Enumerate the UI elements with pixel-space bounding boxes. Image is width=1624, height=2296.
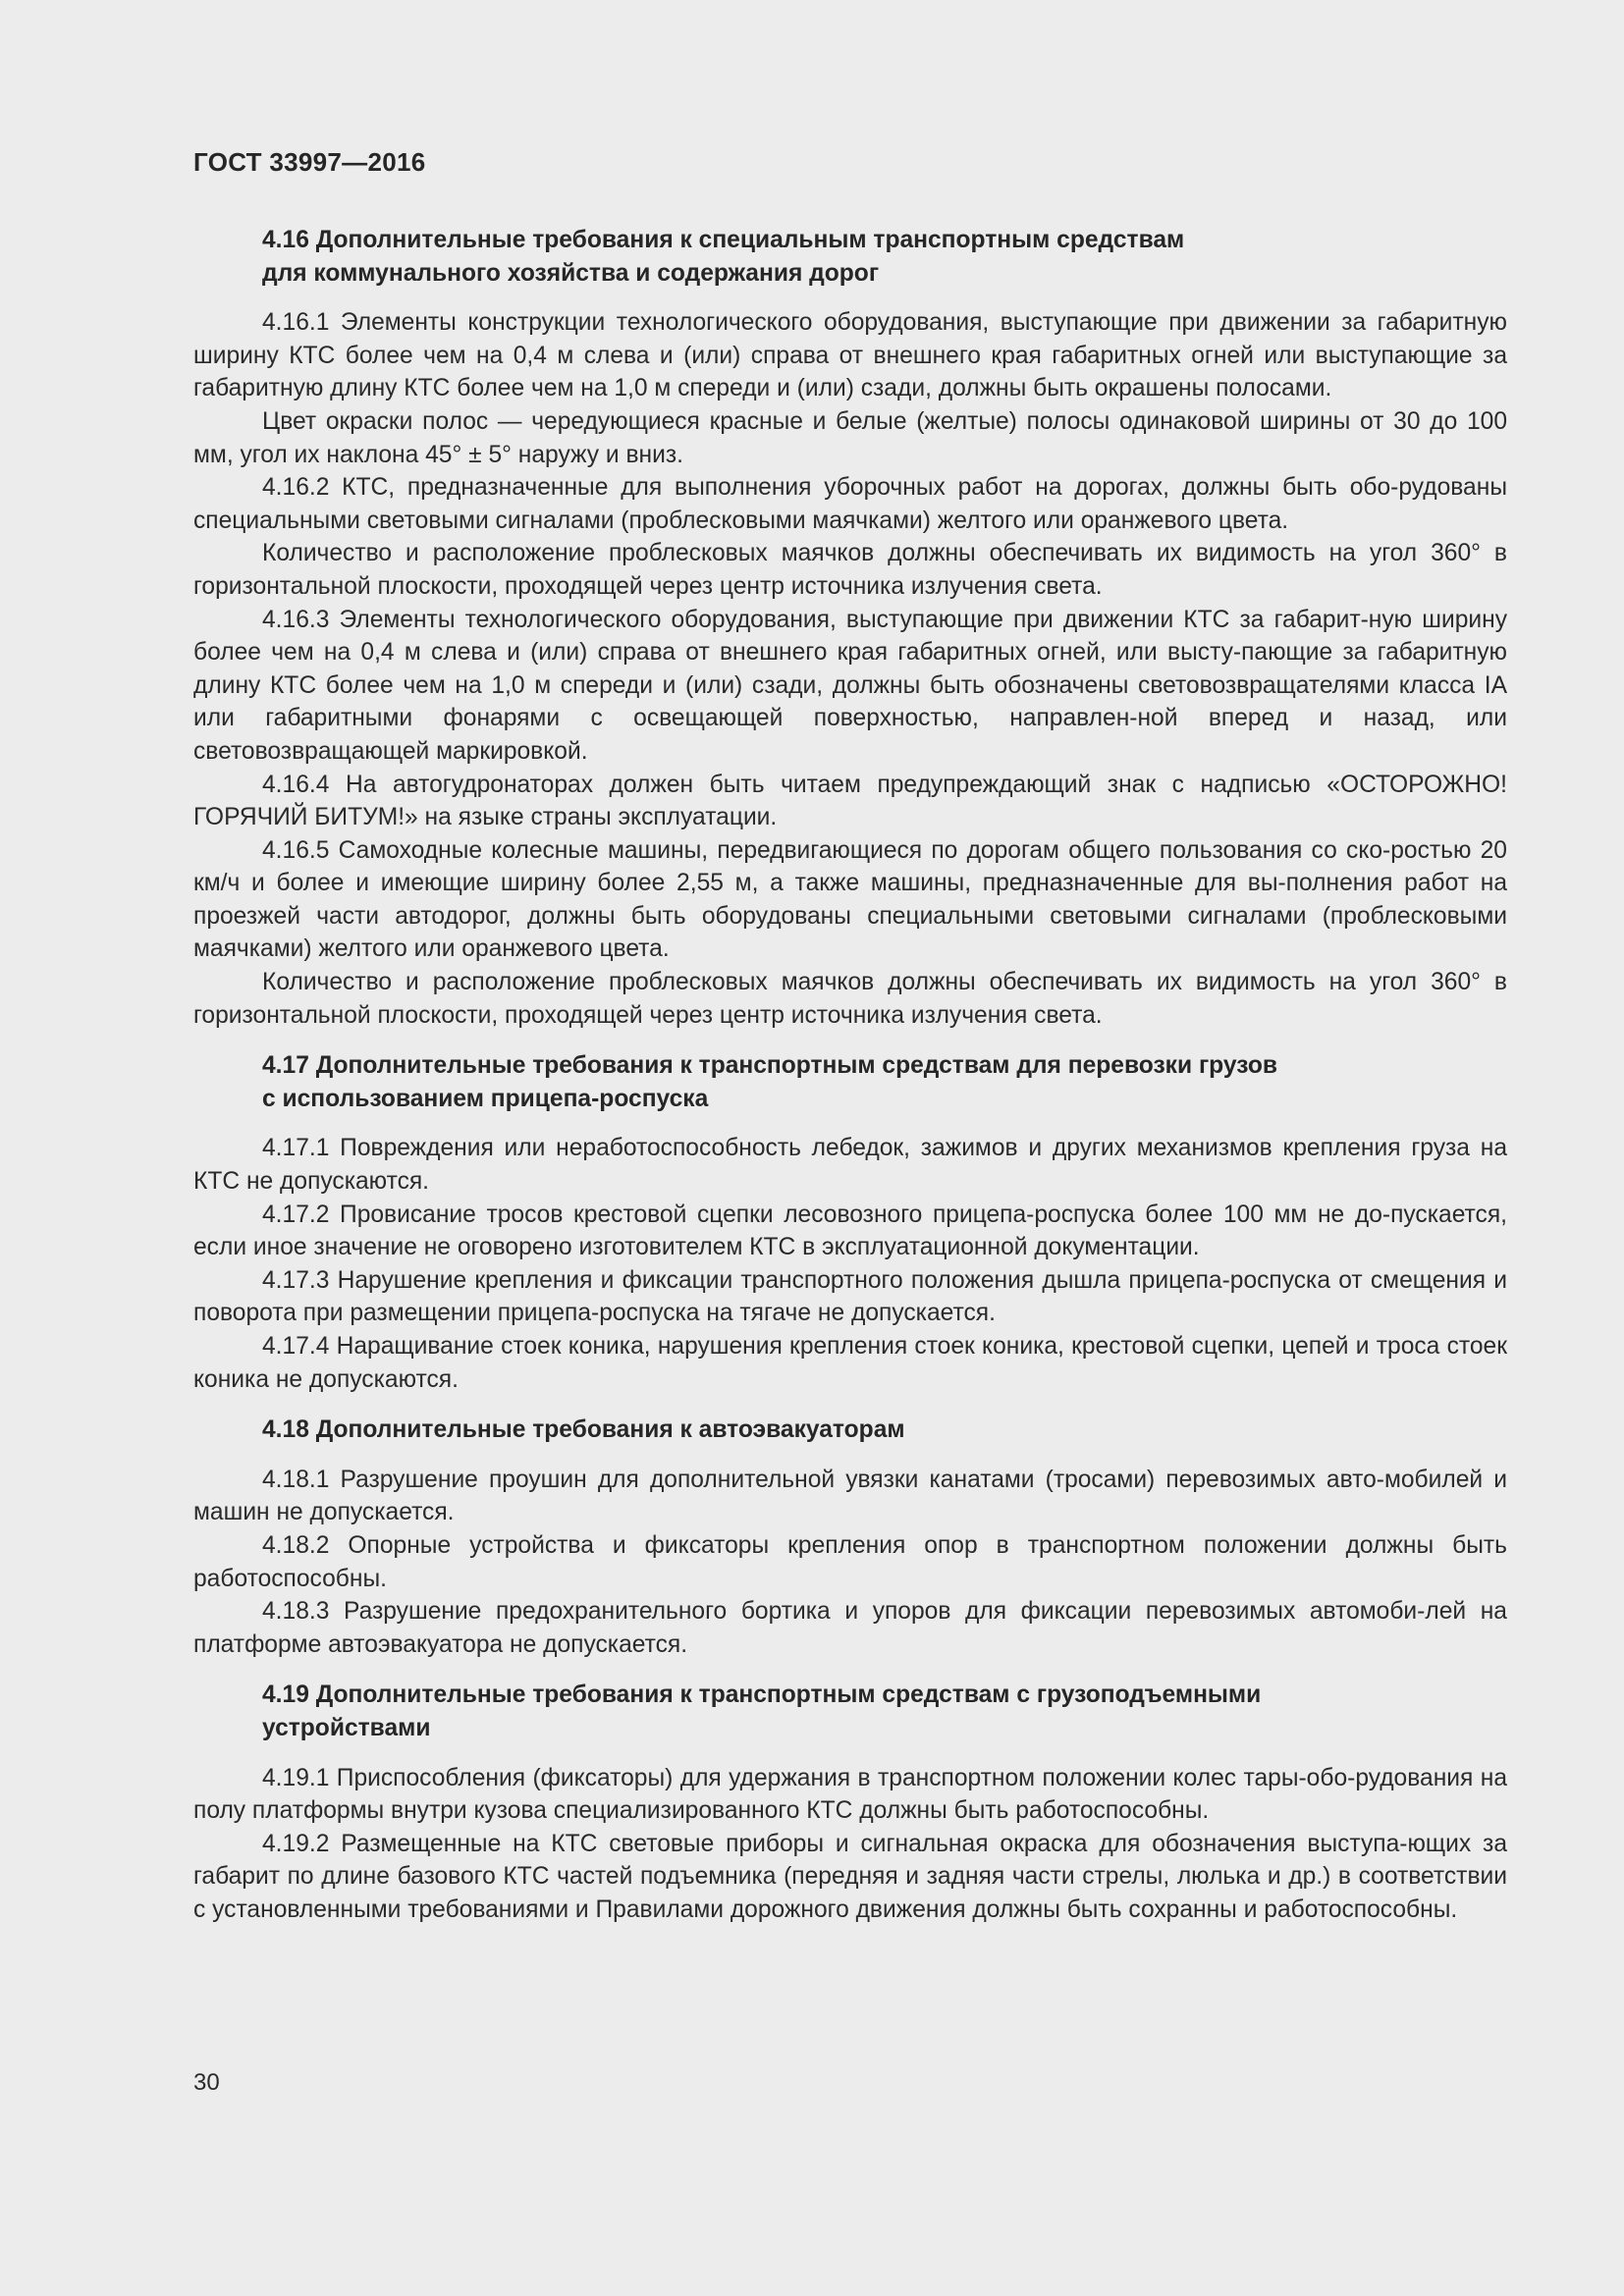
paragraph-4-18-1: 4.18.1 Разрушение проушин для дополнительной увязки канатами (тросами) перевозимых авто-мобилей и машин не допускается. [193, 1466, 1507, 1526]
paragraph-4-17-3: 4.17.3 Нарушение крепления и фиксации транспортного положения дышла прицепа-роспуска от смещения и поворота при размещении прицепа-роспуска на тягаче не допускается. [193, 1266, 1507, 1327]
paragraph-4-16-1-color: Цвет окраски полос — чередующиеся красные и белые (желтые) полосы одинаковой ширины от 30 до 100 мм, угол их наклона 45° ± 5° наружу и вниз. [193, 407, 1507, 468]
paragraph-4-19-1: 4.19.1 Приспособления (фиксаторы) для удержания в транспортном положении колес тары-обо-рудования на полу платформы внутри кузова специализированного КТС должны быть работоспособны. [193, 1764, 1507, 1825]
paragraph-4-16-5-beacons: Количество и расположение проблесковых маячков должны обеспечивать их видимость на угол 360° в горизонтальной плоскости, проходящей через центр источника излучения света. [193, 969, 1507, 1029]
section-heading-4-17 [193, 1049, 1507, 1115]
document-body [193, 224, 1507, 1927]
paragraph-4-16-4: 4.16.4 На автогудронаторах должен быть читаем предупреждающий знак с надписью «ОСТОРОЖНО! ГОРЯЧИЙ БИТУМ!» на языке страны эксплуатации. [193, 771, 1507, 831]
page-number: 30 [193, 2069, 220, 2096]
paragraph-4-17-2: 4.17.2 Провисание тросов крестовой сцепки лесовозного прицепа-роспуска более 100 мм не до-пускается, если иное значение не оговорено изготовителем КТС в эксплуатационной документации. [193, 1201, 1507, 1261]
paragraph-4-19-2: 4.19.2 Размещенные на КТС световые приборы и сигнальная окраска для обозначения выступа-ющих за габарит по длине базового КТС частей подъемника (передняя и задняя части стрелы, люлька и др.) в соответствии с установленными требованиями и Правилами дорожного движения должны быть сохранны и работоспособны. [193, 1830, 1507, 1923]
paragraph-4-16-1: 4.16.1 Элементы конструкции технологического оборудования, выступающие при движении за габаритную ширину КТС более чем на 0,4 м слева и (или) справа от внешнего края габаритных огней или выступающие за габаритную длину КТС более чем на 1,0 м спереди и (или) сзади, должны быть окрашены полосами. [193, 309, 1507, 402]
section-heading-line: для коммунального хозяйства и содержания дорог [262, 259, 880, 287]
section-heading-line: устройствами [262, 1714, 431, 1741]
paragraph-4-18-2: 4.18.2 Опорные устройства и фиксаторы крепления опор в транспортном положении должны быть работоспособны. [193, 1531, 1507, 1592]
paragraph-4-17-1: 4.17.1 Повреждения или неработоспособность лебедок, зажимов и других механизмов крепления груза на КТС не допускаются. [193, 1135, 1507, 1196]
section-heading-4-18 [193, 1414, 1507, 1447]
section-heading-4-16 [193, 224, 1507, 290]
paragraph-4-16-3: 4.16.3 Элементы технологического оборудования, выступающие при движении КТС за габарит-ную ширину более чем на 0,4 м слева и (или) справа от внешнего края габаритных огней, или высту-пающие за габаритную длину КТС более чем на 1,0 м спереди и (или) сзади, должны быть обозначены световозвращателями класса IA или габаритными фонарями с освещающей поверхностью, направлен-ной вперед и назад, или световозвращающей маркировкой. [193, 606, 1507, 765]
section-heading-line: 4.16 Дополнительные требования к специальным транспортным средствам [262, 227, 1185, 253]
paragraph-4-16-2: 4.16.2 КТС, предназначенные для выполнения уборочных работ на дорогах, должны быть обо-рудованы специальными световыми сигналами (проблесковыми маячками) желтого или оранжевого цвета. [193, 474, 1507, 534]
paragraph-4-16-5: 4.16.5 Самоходные колесные машины, передвигающиеся по дорогам общего пользования со ско-ростью 20 км/ч и более и имеющие ширину более 2,55 м, а также машины, предназначенные для вы-полнения работ на проезжей части автодорог, должны быть оборудованы специальными световыми сигналами (проблесковыми маячками) желтого или оранжевого цвета. [193, 836, 1507, 963]
document-id-header: ГОСТ 33997—2016 [193, 147, 426, 177]
section-heading-line: с использованием прицепа-роспуска [262, 1085, 709, 1112]
section-heading-line: 4.18 Дополнительные требования к автоэвакуаторам [262, 1416, 905, 1444]
paragraph-4-18-3: 4.18.3 Разрушение предохранительного бортика и упоров для фиксации перевозимых автомоби-лей на платформе автоэвакуатора не допускается. [193, 1598, 1507, 1658]
section-heading-4-19 [193, 1679, 1507, 1744]
section-heading-line: 4.17 Дополнительные требования к транспортным средствам для перевозки грузов [262, 1052, 1277, 1080]
section-heading-line: 4.19 Дополнительные требования к транспортным средствам с грузоподъемными [262, 1682, 1262, 1709]
paragraph-4-17-4: 4.17.4 Наращивание стоек коника, нарушения крепления стоек коника, крестовой сцепки, цепей и троса стоек коника не допускаются. [193, 1333, 1507, 1393]
paragraph-4-16-2-beacons: Количество и расположение проблесковых маячков должны обеспечивать их видимость на угол 360° в горизонтальной плоскости, проходящей через центр источника излучения света. [193, 540, 1507, 600]
